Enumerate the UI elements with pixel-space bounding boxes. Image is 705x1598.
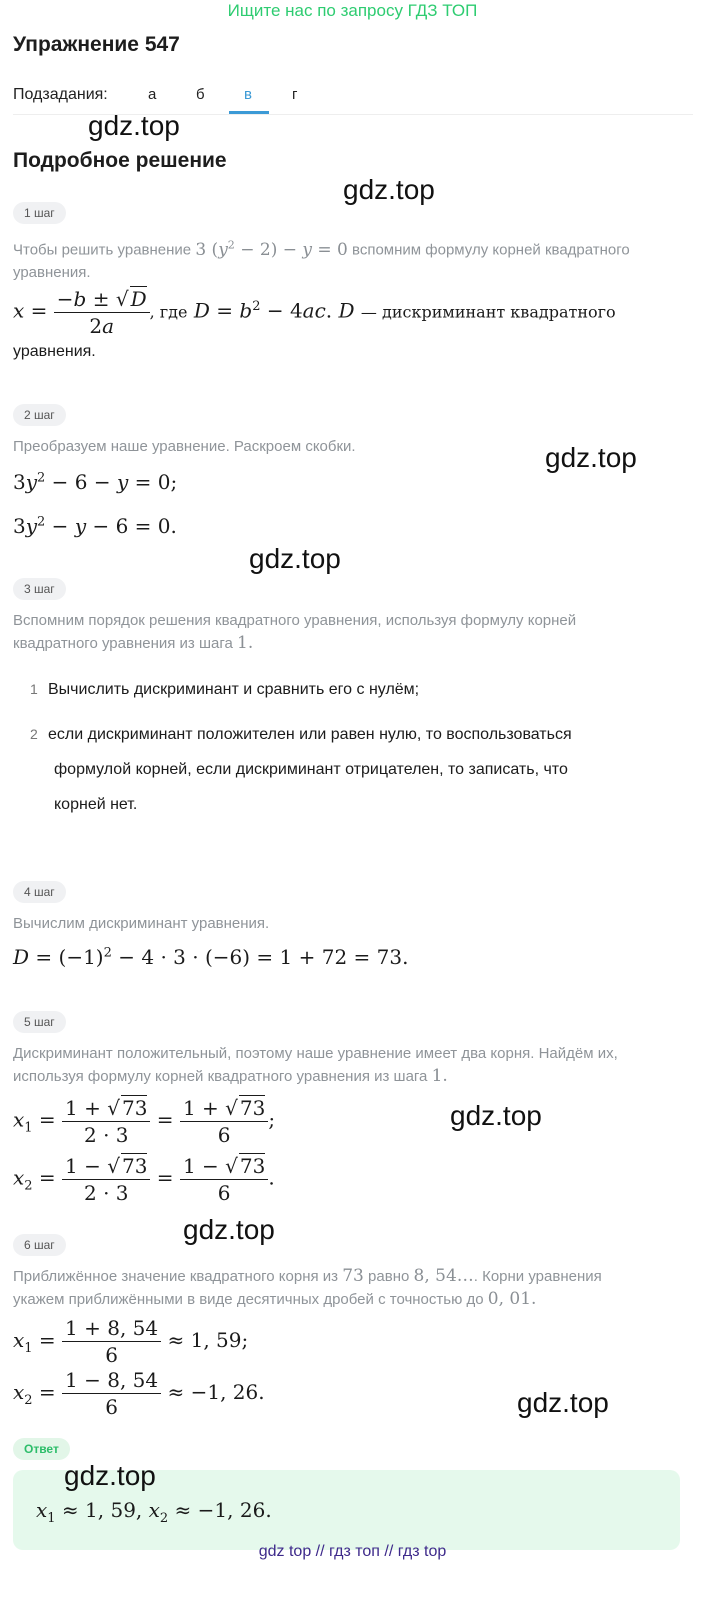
root-x1-exact: $x_1$ = $\frac{1 + √ 73}{2 \cdot 3}$ = $\frac{1 + √ 73}{6}$ ; [13,1096,276,1147]
step-1-text: Чтобы решить уравнение 3 $(y^2 - 2) - y = 0$ вспомним формулу корней квадратного уравнения. [13,238,630,281]
root-x2-approx: $x_2$ = $\frac{1 - 8, 54}{6}$ ≈ −1, 26. [13,1368,265,1419]
step-1-text-cont: уравнения. [13,343,96,360]
footer-link[interactable]: gdz top [258,1543,312,1560]
root-x1-approx: $x_1$ = $\frac{1 + 8, 54}{6}$ ≈ 1, 59; [13,1316,249,1367]
step-badge: 5 шаг [13,1011,66,1033]
step-4-text: Вычислим дискриминант уравнения. [13,915,270,932]
step-5-text: Дискриминант положительный, поэтому наше уравнение имеет два корня. Найдём их, используя формулу корней квадратного уравнения из шага 1. [13,1045,618,1086]
step-badge: 1 шаг [13,202,66,224]
solution-steps-list [30,672,690,822]
footer-links [0,1543,705,1561]
tab-v[interactable]: в [244,86,252,103]
root-x2-exact: $x_2$ = $\frac{1 - √ 73}{2 \cdot 3}$ = $\frac{1 - √ 73}{6}$ . [13,1154,275,1205]
step-badge: 4 шаг [13,881,66,903]
subtasks-label: Подзадания: [13,86,108,103]
step-3-text: Вспомним порядок решения квадратного уравнения, используя формулу корней квадратного уравнения из шага 1. [13,612,577,653]
tab-g[interactable]: г [292,86,298,103]
roots-formula: x = $\frac{-b \pm √ D}{2a}$ , где $D = b^2 - 4ac$. D — дискриминант квадратного [13,287,616,338]
watermark: gdz.top [183,1214,275,1245]
page-title: Упражнение 547 [13,33,180,56]
step-6-text: Приближённое значение квадратного корня из 73 равно 8, 54…. Корни уравнения укажем приближёнными в виде десятичных дробей с точностью до 0, 01. [13,1266,602,1309]
section-title: Подробное решение [13,149,227,172]
footer-link[interactable]: гдз топ [329,1543,380,1560]
watermark: gdz.top [450,1100,542,1131]
tab-b[interactable]: б [196,86,205,103]
promo-banner[interactable]: Ищите нас по запросу ГДЗ ТОП [227,1,478,20]
tab-a[interactable]: а [148,86,157,103]
step-badge: 3 шаг [13,578,66,600]
footer-link[interactable]: гдз top [397,1543,447,1560]
list-item: 2 если дискриминант положителен или равен нулю, то воспользоваться формулой корней, если дискриминант отрицателен, то записать, что корней нет. [30,726,572,813]
watermark: gdz.top [64,1460,156,1491]
watermark: gdz.top [545,442,637,473]
step-2-text: Преобразуем наше уравнение. Раскроем скобки. [13,438,356,455]
watermark: gdz.top [88,110,180,141]
discriminant-calc: $D = (-1)^2 - 4 \cdot 3 \cdot (-6) = 1 + 72 = 73$. [13,945,409,969]
watermark: gdz.top [343,174,435,205]
active-tab-indicator [229,111,269,114]
footer-separator: // [384,1543,394,1560]
equation-expanded: $3y^2 - 6 - y = 0$; [13,470,178,494]
step-badge: 6 шаг [13,1234,66,1256]
list-item: 1 Вычислить дискриминант и сравнить его с нулём; [30,681,420,698]
watermark: gdz.top [517,1387,609,1418]
equation-standard: $3y^2 - y - 6 = 0$. [13,514,177,538]
step-badge: 2 шаг [13,404,66,426]
footer-separator: // [315,1543,325,1560]
answer-badge: Ответ [13,1438,70,1460]
answer-value: $x_1 \approx 1$, 59, $x_2 \approx -1$, 26. [36,1498,272,1526]
watermark: gdz.top [249,543,341,574]
